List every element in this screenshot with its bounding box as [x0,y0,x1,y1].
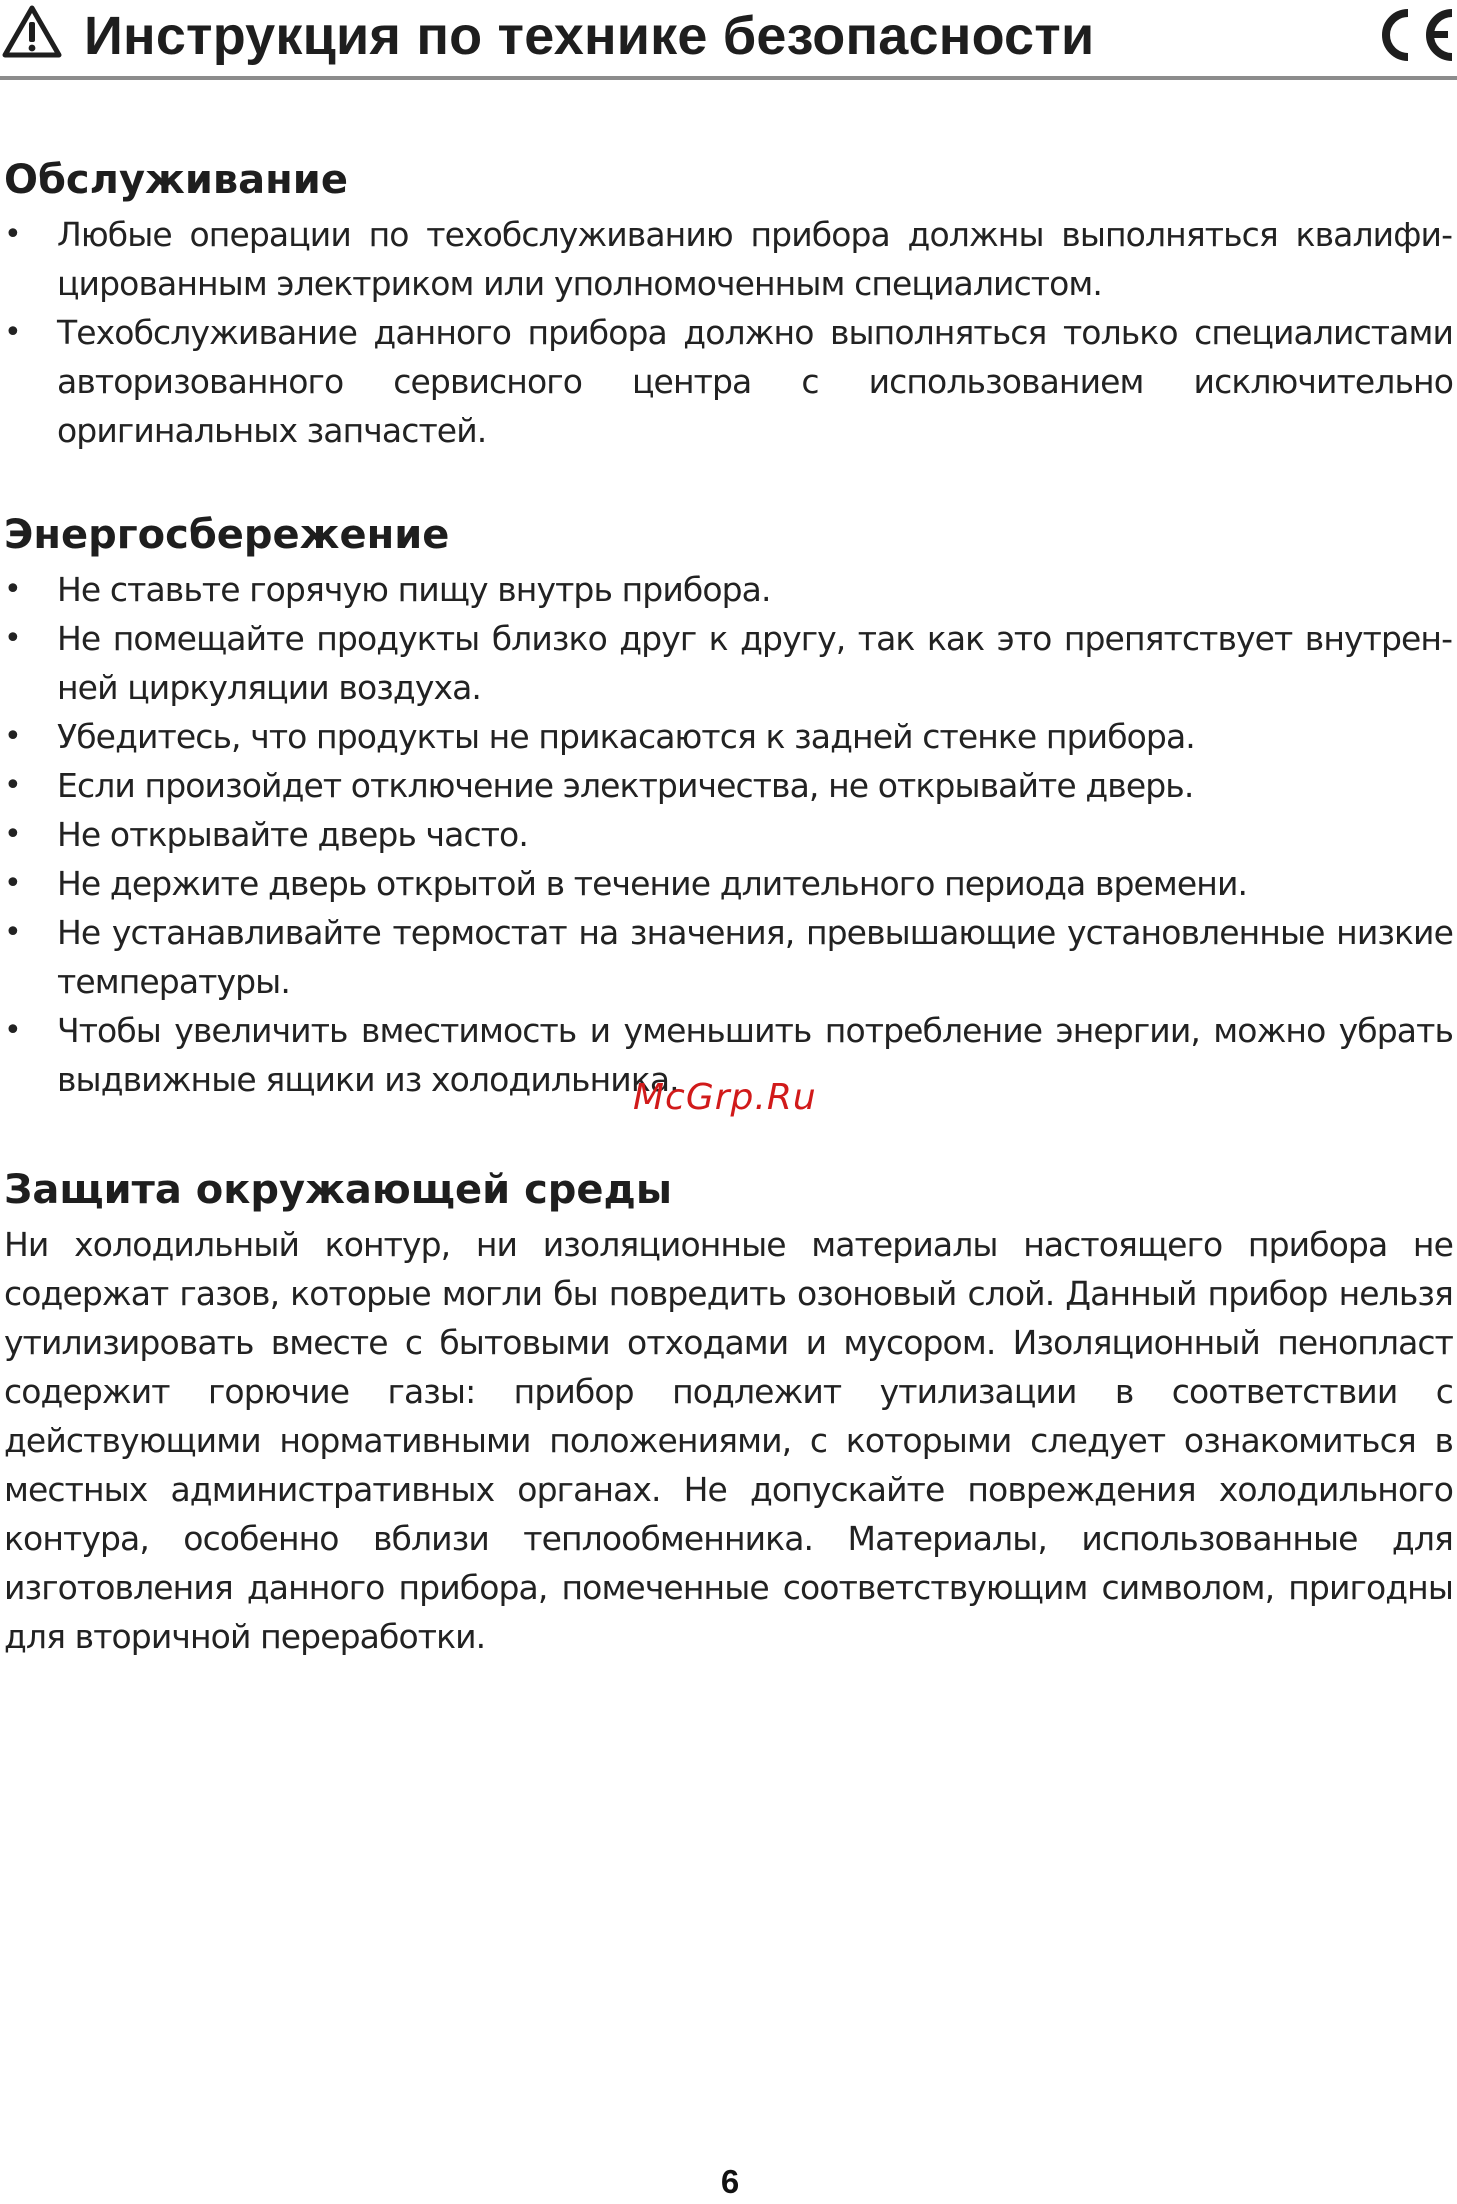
list-item-text: Не открывайте дверь часто. [57,815,528,854]
list-item-text: Убедитесь, что продукты не прикасаются к задней стенке прибора. [57,717,1195,756]
ce-mark-icon [1370,6,1456,64]
bullet-icon: • [4,621,21,656]
list-item-text: Не помещайте продукты близко друг к другу, так как это препятствует внутренней циркуляции воздуха. [57,619,1453,707]
list-item [4,908,1453,1006]
header-divider [0,76,1457,80]
watermark: McGrp.Ru [633,1077,817,1118]
list-item [4,810,1453,859]
list-item [4,712,1453,761]
bullet-icon: • [4,915,21,950]
environment-paragraph: Ни холодильный контур, ни изоляционные материалы настоящего прибора не содержат газов, которые могли бы повредить озоновый слой. Данный прибор нельзя утилизировать вместе с бытовыми отходами и мусором. Изоляционный пенопласт содержит горючие газы: прибор подлежит утилизации в соответствии с действующими нормативными положениями, с которыми следует ознакомиться в местных административных органах. Не допускайте повреждения холодильного контура, особенно вблизи теплообменника. Материалы, использованные для изготовления данного прибора, помеченные соответствующим символом, пригодны для вторичной переработки. [4,1225,1453,1656]
list-item [4,614,1453,712]
bullet-icon: • [4,315,21,350]
bullet-icon: • [4,817,21,852]
section-title-energy: Энергосбережение [4,512,450,558]
list-item-text: Если произойдет отключение электричества, не открывайте дверь. [57,766,1194,805]
bullet-icon: • [4,1013,21,1048]
energy-list [4,565,1453,1104]
page-content [4,150,1453,1661]
bullet-icon: • [4,217,21,252]
page-header [0,0,1457,82]
page-number: 6 [720,2163,740,2200]
list-item-text: Не держите дверь открытой в течение длительного периода времени. [57,864,1248,903]
list-item-text: Любые операции по техобслуживанию прибора должны выполняться квалифицированным электриком или уполномоченным специалистом. [57,215,1453,303]
list-item [4,761,1453,810]
list-item-text: Не ставьте горячую пищу внутрь прибора. [57,570,771,609]
bullet-icon: • [4,866,21,901]
maintenance-list [4,210,1453,455]
bullet-icon: • [4,768,21,803]
list-item-text: Не устанавливайте термостат на значения, превышающие установленные низкие температуры. [57,913,1453,1001]
list-item [4,210,1453,308]
bullet-icon: • [4,719,21,754]
list-item-text: Чтобы увеличить вместимость и уменьшить потребление энергии, можно убрать выдвижные ящики из холодильника. [57,1011,1453,1099]
list-item [4,308,1453,455]
list-item [4,565,1453,614]
bullet-icon: • [4,572,21,607]
page-title: Инструкция по технике безопасности [84,6,1095,66]
list-item-text: Техобслуживание данного прибора должно выполняться только специалистами авторизованного сервисного центра с использованием исключительно оригинальных запчастей. [57,313,1453,450]
section-title-environment: Защита окружающей среды [4,1167,673,1213]
section-title-maintenance: Обслуживание [4,157,348,203]
list-item [4,859,1453,908]
warning-triangle-icon [2,4,62,60]
